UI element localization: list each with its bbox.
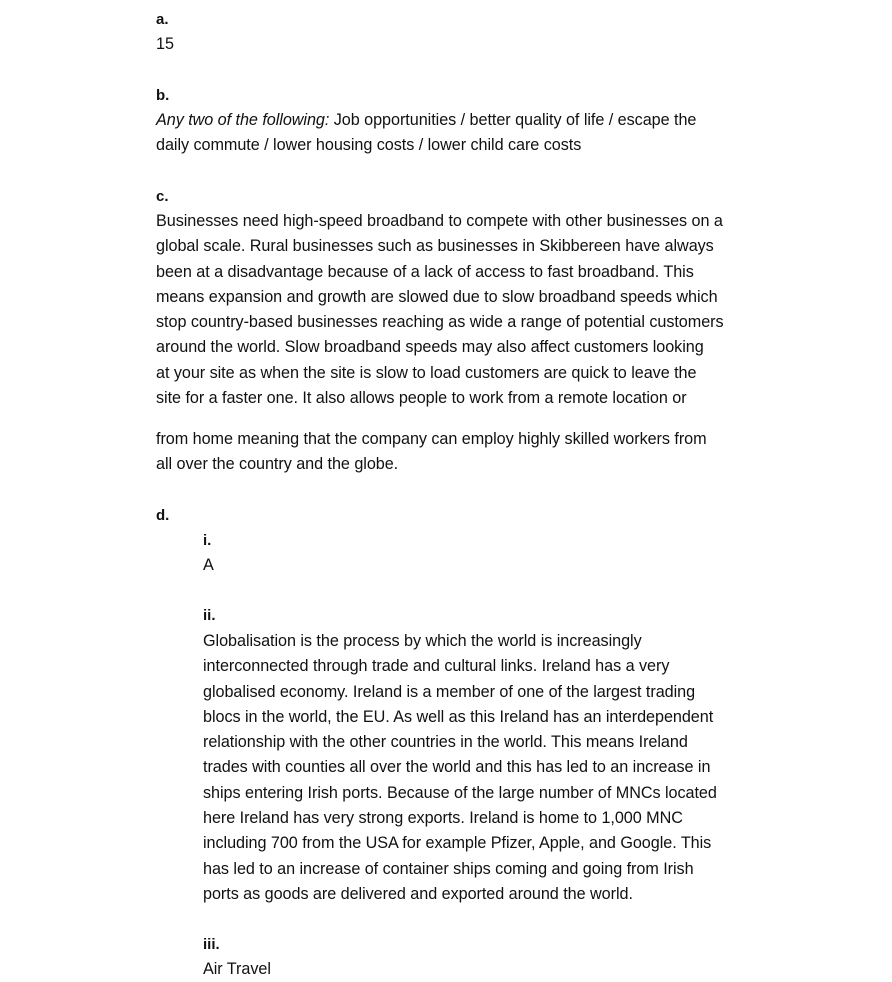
section-c-line: all over the country and the globe. <box>156 455 399 474</box>
section-d-label: d. <box>156 507 170 524</box>
section-c-line: global scale. Rural businesses such as businesses in Skibbereen have always <box>156 237 714 256</box>
section-d-ii-line: trades with counties all over the world and this has led to an increase in <box>203 758 711 777</box>
section-b-line-2: daily commute / lower housing costs / lower child care costs <box>156 136 582 155</box>
section-d-ii-line: relationship with the other countries in the world. This means Ireland <box>203 733 688 752</box>
section-d-ii-line: ships entering Irish ports. Because of the large number of MNCs located <box>203 783 717 802</box>
section-d-i-label: i. <box>203 532 212 549</box>
section-c-label: c. <box>156 188 169 205</box>
section-d-ii-body <box>203 629 717 907</box>
section-c-line: site for a faster one. It also allows people to work from a remote location or <box>156 389 687 408</box>
section-a-answer: 15 <box>156 35 174 53</box>
section-b-line-1: Job opportunities / better quality of life / escape the <box>329 111 697 129</box>
section-c-continuation <box>156 427 707 478</box>
section-c-body <box>156 209 724 411</box>
section-c-line: at your site as when the site is slow to load customers are quick to leave the <box>156 363 697 382</box>
section-d-ii-line: ports as goods are delivered and exported around the world. <box>203 884 633 903</box>
section-c-line: from home meaning that the company can employ highly skilled workers from <box>156 430 707 448</box>
section-d-ii-line: has led to an increase of container ships coming and going from Irish <box>203 859 694 878</box>
section-d-ii-line: Globalisation is the process by which the world is increasingly <box>203 632 642 650</box>
section-d-ii-line: globalised economy. Ireland is a member of one of the largest trading <box>203 682 696 701</box>
section-d-ii-line: blocs in the world, the EU. As well as this Ireland has an interdependent <box>203 707 714 726</box>
section-b-line <box>156 108 696 133</box>
section-c-line: been at a disadvantage because of a lack of access to fast broadband. This <box>156 262 694 281</box>
section-d-iii-answer: Air Travel <box>203 960 271 978</box>
section-b-intro: Any two of the following: <box>156 111 330 129</box>
section-d-iii-label: iii. <box>203 936 220 953</box>
section-d-ii-label: ii. <box>203 607 216 624</box>
section-d-ii-line: including 700 from the USA for example Pfizer, Apple, and Google. This <box>203 834 712 853</box>
section-c-line: stop country-based businesses reaching as wide a range of potential customers <box>156 313 724 332</box>
section-b-label: b. <box>156 87 170 104</box>
section-c-line: Businesses need high-speed broadband to compete with other businesses on a <box>156 212 723 230</box>
section-c-line: around the world. Slow broadband speeds may also affect customers looking <box>156 338 704 357</box>
section-d-ii-line: here Ireland has very strong exports. Ireland is home to 1,000 MNC <box>203 809 683 828</box>
section-c-line: means expansion and growth are slowed due to slow broadband speeds which <box>156 287 718 306</box>
section-a-label: a. <box>156 11 169 28</box>
section-b-body <box>156 108 696 159</box>
section-d-i-answer: A <box>203 556 214 574</box>
section-d-ii-line: interconnected through trade and cultural links. Ireland has a very <box>203 657 670 676</box>
